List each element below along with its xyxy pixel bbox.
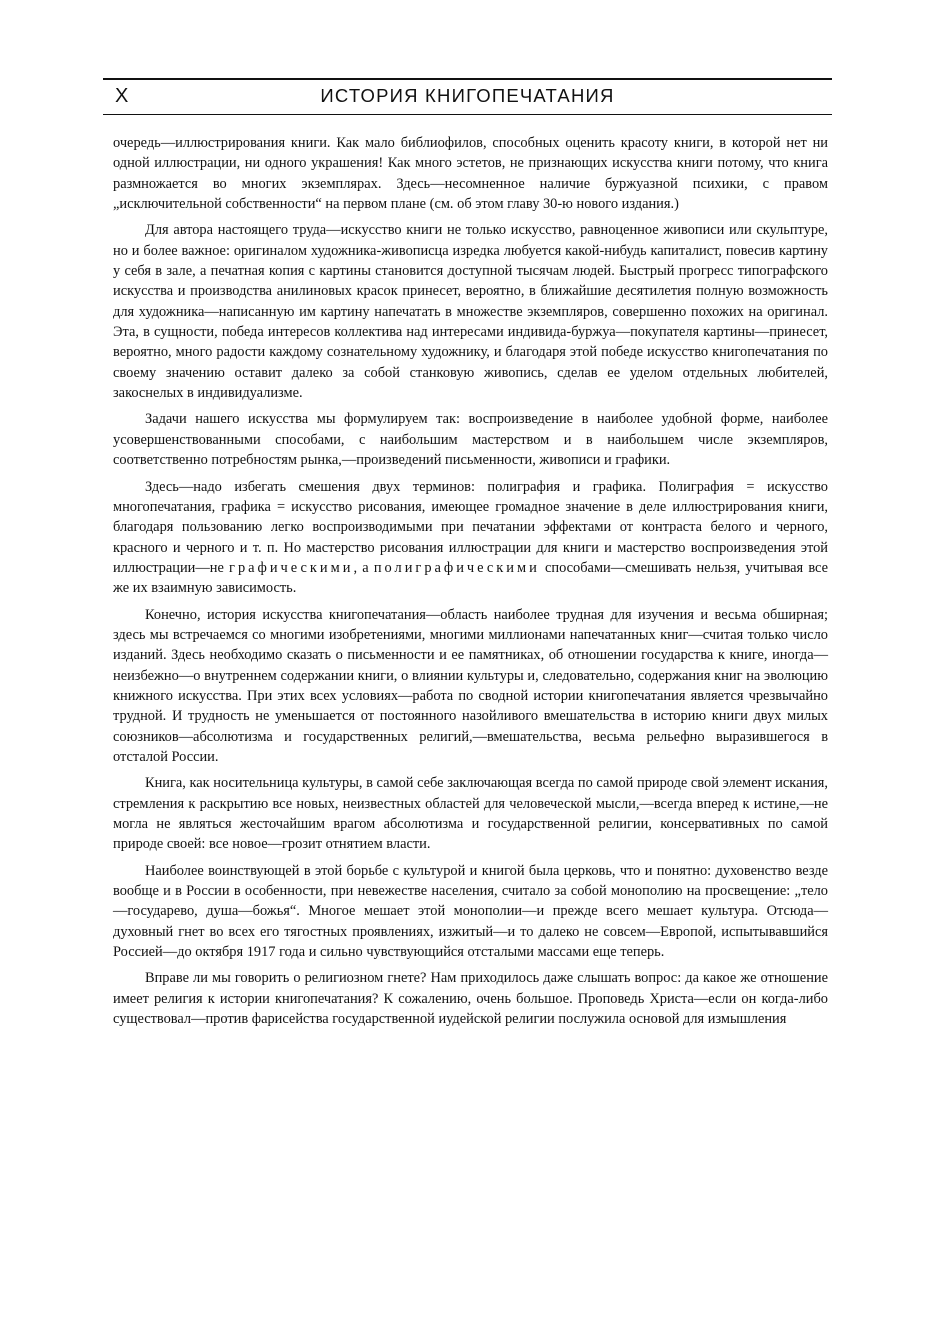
body-text xyxy=(103,133,832,1029)
spaced-word-polygraphic: полиграфическими xyxy=(373,559,540,576)
paragraph-continuation: очередь—иллюстрирования книги. Как мало библиофилов, способных оценить красоту книги, в которой нет ни одной иллюстрации, ни одного украшения! Как много эстетов, не признающих искусства книги потому, что книга размножается во многих экземплярах. Здесь—несомненное наличие буржуазной психики, с правом „исключительной собственности“ на первом плане (см. об этом главу 30-ю нового издания.) xyxy=(113,135,828,213)
paragraph-religious-oppression: Вправе ли мы говорить о религиозном гнете? Нам приходилось даже слышать вопрос: да какое же отношение имеет религия к истории книгопечатания? К сожалению, очень большое. Проповедь Христа—если он когда-либо существовал—против фарисейства государственной иудейской религии послужила основой для измышления xyxy=(113,970,828,1028)
running-title: ИСТОРИЯ КНИГОПЕЧАТАНИЯ xyxy=(320,85,615,106)
paragraph-tasks: Задачи нашего искусства мы формулируем так: воспроизведение в наиболее удобной форме, наиболее усовершенствованными способами, с наибольшим мастерством и в наибольшем числе экземпляров, соответственно потребностям рынка,—произведений письменности, живописи и графики. xyxy=(113,411,828,469)
terms-text-3: способами—смешивать нельзя, учитывая все же их взаимную зависимость. xyxy=(113,559,828,597)
spaced-word-graphic: графическими xyxy=(229,559,354,576)
running-header xyxy=(103,78,832,115)
terms-text-2: , а xyxy=(353,559,374,576)
paragraph-history-difficulty: Конечно, история искусства книгопечатания—область наиболее трудная для изучения и весьма обширная; здесь мы встречаемся со многими изобретениями, многими миллионами напечатанных книг—считая только число изданий. Здесь необходимо сказать о письменности и ее памятниках, об отношении государства к книге, иногда—неизбежно—о внутреннем содержании книги, о влиянии культуры и, следовательно, содержания книг на эволюцию книжного искусства. При этих всех условиях—работа по сводной истории книгопечатания является чрезвычайно трудной. И трудность не уменьшается от постоянного назойливого вмешательства в историю книги двух милых союзников—абсолютизма и государственных религий,—вмешательства, весьма рельефно выразившегося в отсталой России. xyxy=(113,606,828,765)
terms-text-1: Здесь—надо избегать смешения двух терминов: полиграфия и графика. Полиграфия = искусство многопечатания, графика = искусство рисования, имеющее громадное значение в деле иллюстрирования книги, благодаря пользованию легко воспроизводимыми при печатании эффектами от контраста белого и черного, красного и черного и т. п. Но мастерство рисования иллюстрации для книги и мастерство воспроизведения этой иллюстрации—не xyxy=(113,478,828,576)
page xyxy=(103,78,832,1035)
paragraph-author-view: Для автора настоящего труда—искусство книги не только искусство, равноценное живописи или скульптуре, но и более важное: оригиналом художника-живописца изредка любуется какой-нибудь капиталист, повесив картину у себя в зале, а печатная копия с картины становится доступной тысячам людей. Быстрый прогресс типографского искусства и производства анилиновых красок принесет, вероятно, в ближайшие десятилетия полную возможность для художника—написанную им картину напечатать в множестве экземпляров, совершенно похожих на оригинал. Эта, в сущности, победа интересов коллектива над интересами индивида-буржуа—покупателя картины—принесет, вероятно, много радости каждому сознательному художнику, и благодаря этой победе искусство книгопечатания по своему значению оставит далеко за собой станковую живопись, сделав ее уделом отдельных любителей, закоснелых в индивидуализме. xyxy=(113,222,828,402)
page-number: X xyxy=(115,85,130,107)
paragraph-terms xyxy=(113,477,828,599)
paragraph-book-culture: Книга, как носительница культуры, в самой себе заключающая всегда по самой природе свой элемент искания, стремления к раскрытию все новых, неизвестных областей для человеческой мысли,—всегда вперед к истине,—не могла не являться жесточайшим врагом абсолютизма и государственной религии, консервативных по самой природе своей: все новое—грозит отнятием власти. xyxy=(113,775,828,853)
paragraph-church: Наиболее воинствующей в этой борьбе с культурой и книгой была церковь, что и понятно: духовенство везде вообще и в России в особенности, при невежестве населения, считало за собой монополию на просвещение: „тело—государево, душа—божья“. Многое мешает этой монополии—и прежде всего мешает культура. Отсюда—духовный гнет во всех его тягостных проявлениях, изжитый—и то далеко не совсем—Европой, испытывавшийся Россией—до октября 1917 года и сильно чувствующийся отсталыми массами еще теперь. xyxy=(113,862,828,961)
